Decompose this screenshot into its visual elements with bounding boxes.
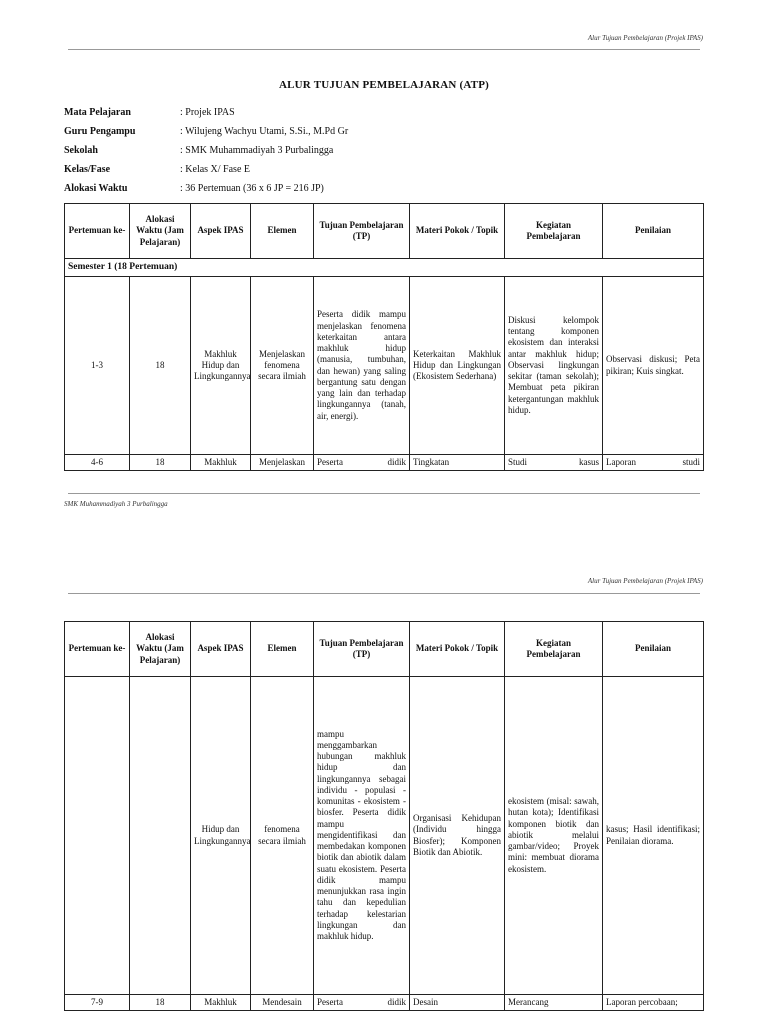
cell-materi: Keterkaitan Makhluk Hidup dan Lingkungan (Ekosistem Sederhana)	[410, 277, 505, 455]
table-row	[65, 995, 704, 1011]
info-value: : Kelas X/ Fase E	[180, 164, 250, 175]
info-value: : SMK Muhammadiyah 3 Purbalingga	[180, 145, 334, 156]
cell-aspek: Makhluk	[191, 455, 251, 471]
table-header-row	[65, 204, 704, 259]
table-header-row	[65, 622, 704, 677]
cell-aspek: Makhluk	[191, 995, 251, 1011]
info-label: Mata Pelajaran	[64, 107, 131, 118]
semester-label: Semester 1 (18 Pertemuan)	[65, 259, 704, 277]
info-row-kelas-fase	[64, 164, 348, 183]
cell-pertemuan: 4-6	[65, 455, 130, 471]
col-header-aspek-ipas: Aspek IPAS	[191, 204, 251, 259]
col-header-tujuan-pembelajaran: Tujuan Pembelajaran (TP)	[314, 622, 410, 677]
cell-kegiatan: Studi kasus	[505, 455, 603, 471]
table-row	[65, 277, 704, 455]
cell-elemen: Menjelaskan fenomena secara ilmiah	[251, 277, 314, 455]
info-row-mata-pelajaran	[64, 107, 348, 126]
cell-penilaian: Laporan studi	[603, 455, 704, 471]
col-header-aspek-ipas: Aspek IPAS	[191, 622, 251, 677]
col-header-elemen: Elemen	[251, 622, 314, 677]
table-row	[65, 455, 704, 471]
cell-tujuan-pembelajaran: mampu menggambarkan hubungan makhluk hidup dan lingkungannya sebagai individu - populasi - komunitas - ekosistem - biosfer. Peserta didik mampu mengidentifikasi dan membedakan komponen biotik dan abiotik dalam suatu ekosistem. Peserta didik mampu menunjukkan rasa ingin tahu dan kepedulian terhadap kelestarian lingkungan dan makhluk hidup.	[314, 677, 410, 995]
cell-tujuan-pembelajaran: Peserta didik	[314, 455, 410, 471]
col-header-kegiatan-pembelajaran: Kegiatan Pembelajaran	[505, 622, 603, 677]
header-rule	[68, 49, 700, 50]
cell-kegiatan: ekosistem (misal: sawah, hutan kota); Identifikasi komponen biotik dan abiotik melalui gambar/video; Proyek mini: membuat diorama ekosistem.	[505, 677, 603, 995]
cell-materi: Organisasi Kehidupan (Individu hingga Biosfer); Komponen Biotik dan Abiotik.	[410, 677, 505, 995]
document-title: ALUR TUJUAN PEMBELAJARAN (ATP)	[278, 79, 489, 91]
col-header-materi-pokok: Materi Pokok / Topik	[410, 204, 505, 259]
cell-elemen: fenomena secara ilmiah	[251, 677, 314, 995]
cell-pertemuan	[65, 677, 130, 995]
cell-tujuan-pembelajaran: Peserta didik mampu menjelaskan fenomena keterkaitan antara makhluk hidup (manusia, tumbuhan, dan hewan) yang saling bergantung satu dengan yang lain dan terhadap lingkungannya (tanah, air, energi).	[314, 277, 410, 455]
col-header-penilaian: Penilaian	[603, 204, 704, 259]
info-value: : Wilujeng Wachyu Utami, S.Si., M.Pd Gr	[180, 126, 349, 137]
info-row-alokasi-waktu	[64, 183, 348, 202]
footer-text: SMK Muhammadiyah 3 Purbalingga	[64, 500, 168, 508]
cell-materi: Tingkatan	[410, 455, 505, 471]
col-header-alokasi-waktu: Alokasi Waktu (Jam Pelajaran)	[130, 622, 191, 677]
col-header-tujuan-pembelajaran: Tujuan Pembelajaran (TP)	[314, 204, 410, 259]
cell-pertemuan: 1-3	[65, 277, 130, 455]
col-header-pertemuan: Pertemuan ke-	[65, 622, 130, 677]
cell-alokasi	[130, 677, 191, 995]
cell-materi: Desain	[410, 995, 505, 1011]
info-block	[64, 107, 348, 202]
info-label: Sekolah	[64, 145, 98, 156]
table-row	[65, 677, 704, 995]
semester-row	[65, 259, 704, 277]
cell-penilaian: Observasi diskusi; Peta pikiran; Kuis singkat.	[603, 277, 704, 455]
info-row-sekolah	[64, 145, 348, 164]
info-value: : Projek IPAS	[180, 107, 235, 118]
info-value: : 36 Pertemuan (36 x 6 JP = 216 JP)	[180, 183, 324, 194]
cell-pertemuan: 7-9	[65, 995, 130, 1011]
cell-kegiatan: Diskusi kelompok tentang komponen ekosistem dan interaksi antar makhluk hidup; Observasi lingkungan sekitar (taman sekolah); Membuat peta pikiran ketergantungan makhluk hidup.	[505, 277, 603, 455]
header-rule	[68, 593, 700, 594]
col-header-alokasi-waktu: Alokasi Waktu (Jam Pelajaran)	[130, 204, 191, 259]
cell-alokasi: 18	[130, 455, 191, 471]
cell-penilaian: kasus; Hasil identifikasi; Penilaian diorama.	[603, 677, 704, 995]
footer-rule	[68, 493, 700, 494]
running-header: Alur Tujuan Pembelajaran (Projek IPAS)	[587, 34, 703, 42]
atp-table-page2	[64, 621, 704, 1011]
running-header: Alur Tujuan Pembelajaran (Projek IPAS)	[587, 577, 703, 585]
cell-alokasi: 18	[130, 995, 191, 1011]
info-label: Guru Pengampu	[64, 126, 136, 137]
cell-tujuan-pembelajaran: Peserta didik	[314, 995, 410, 1011]
cell-elemen: Menjelaskan	[251, 455, 314, 471]
cell-aspek: Makhluk Hidup dan Lingkungannya	[191, 277, 251, 455]
col-header-pertemuan: Pertemuan ke-	[65, 204, 130, 259]
col-header-penilaian: Penilaian	[603, 622, 704, 677]
cell-penilaian: Laporan percobaan;	[603, 995, 704, 1011]
cell-aspek: Hidup dan Lingkungannya	[191, 677, 251, 995]
info-label: Alokasi Waktu	[64, 183, 128, 194]
atp-table-page1	[64, 203, 704, 471]
col-header-kegiatan-pembelajaran: Kegiatan Pembelajaran	[505, 204, 603, 259]
info-label: Kelas/Fase	[64, 164, 111, 175]
info-row-guru-pengampu	[64, 126, 348, 145]
col-header-materi-pokok: Materi Pokok / Topik	[410, 622, 505, 677]
col-header-elemen: Elemen	[251, 204, 314, 259]
cell-kegiatan: Merancang	[505, 995, 603, 1011]
cell-elemen: Mendesain	[251, 995, 314, 1011]
cell-alokasi: 18	[130, 277, 191, 455]
